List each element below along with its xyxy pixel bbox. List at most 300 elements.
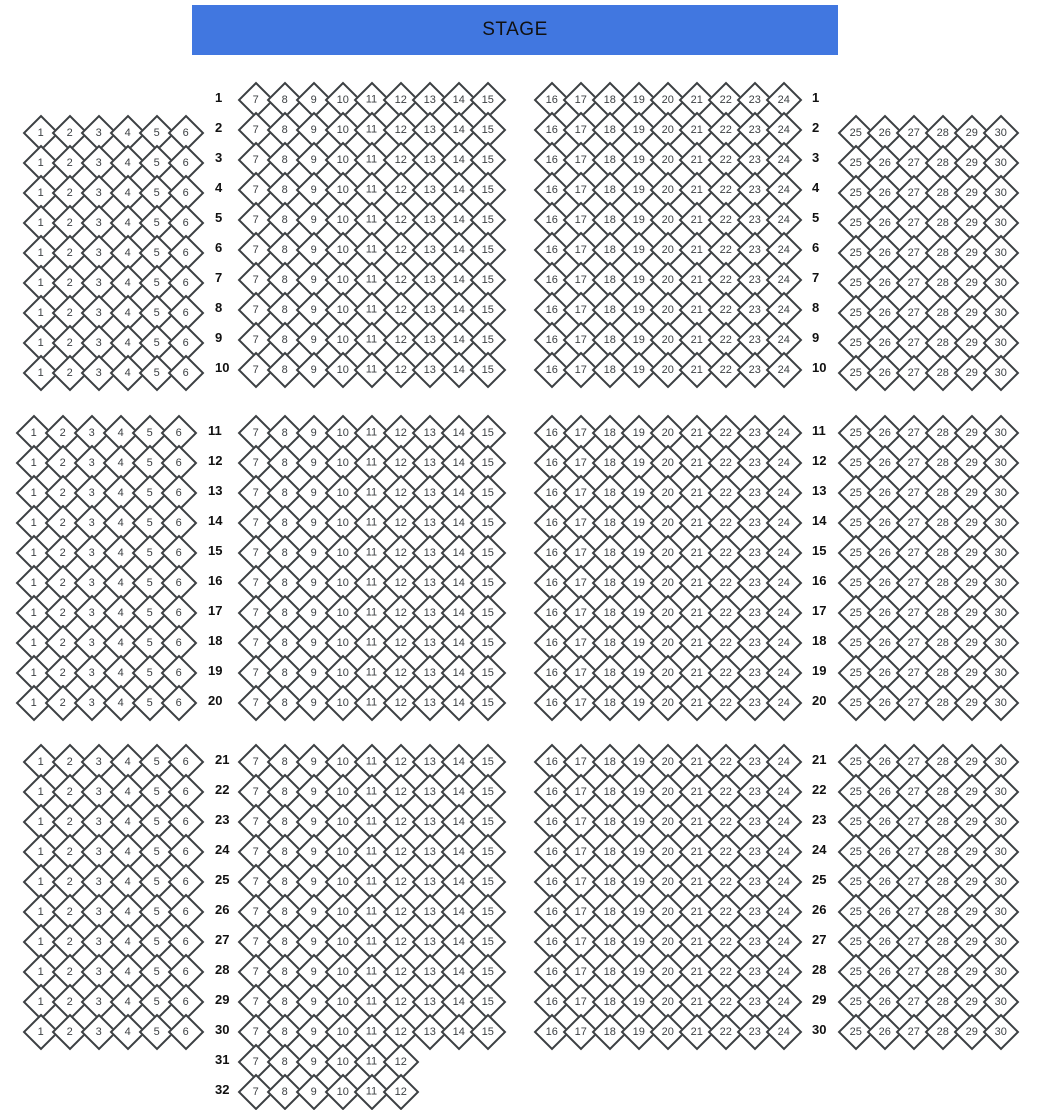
seat-number: 9 — [310, 1025, 318, 1038]
seat-number: 30 — [994, 126, 1008, 139]
seat-number: 25 — [849, 276, 863, 289]
seat-number: 3 — [88, 576, 96, 589]
seat-number: 30 — [994, 336, 1008, 349]
seat-number: 15 — [481, 213, 495, 226]
seat-number: 15 — [481, 333, 495, 346]
seat-number: 29 — [965, 606, 979, 619]
seat-number: 22 — [719, 815, 733, 828]
seat-number: 16 — [545, 696, 559, 709]
seat-number: 9 — [310, 636, 318, 649]
seat-number: 9 — [310, 303, 318, 316]
seat-number: 16 — [545, 363, 559, 376]
seat-number: 24 — [777, 456, 791, 469]
seat-number: 16 — [545, 486, 559, 499]
seat[interactable] — [766, 685, 803, 722]
seat-number: 21 — [690, 785, 704, 798]
seat-number: 10 — [336, 153, 350, 166]
seat-number: 30 — [994, 965, 1008, 978]
seat-number: 21 — [690, 273, 704, 286]
seat-number: 1 — [37, 186, 45, 199]
seat-number: 22 — [719, 516, 733, 529]
seat-number: 14 — [452, 363, 466, 376]
seat-number: 25 — [849, 246, 863, 259]
seat-number: 30 — [994, 426, 1008, 439]
seat[interactable] — [168, 1014, 205, 1051]
seat-number: 4 — [117, 516, 125, 529]
seat-number: 7 — [252, 516, 260, 529]
seat-number: 5 — [153, 306, 161, 319]
seat-number: 13 — [423, 785, 437, 798]
seat-number: 26 — [878, 336, 892, 349]
seat-number: 29 — [965, 276, 979, 289]
seat-number: 27 — [907, 516, 921, 529]
seat-number: 4 — [124, 186, 132, 199]
seat-number: 24 — [777, 965, 791, 978]
seat-number: 26 — [878, 995, 892, 1008]
seat-number: 14 — [452, 965, 466, 978]
seat-number: 20 — [661, 303, 675, 316]
seat-number: 2 — [59, 606, 67, 619]
seat-number: 14 — [452, 905, 466, 918]
seat-number: 17 — [574, 905, 588, 918]
seat[interactable] — [983, 685, 1020, 722]
seat-number: 18 — [603, 995, 617, 1008]
seat-number: 21 — [690, 213, 704, 226]
seat-number: 24 — [777, 606, 791, 619]
seat-number: 4 — [124, 785, 132, 798]
seat-number: 11 — [366, 516, 378, 529]
row-label: 21 — [215, 752, 230, 767]
seat-number: 6 — [175, 426, 183, 439]
seat-number: 19 — [632, 666, 646, 679]
seat-number: 8 — [281, 935, 289, 948]
seat-number: 26 — [878, 666, 892, 679]
seat-number: 30 — [994, 216, 1008, 229]
seat-number: 18 — [603, 606, 617, 619]
row-label: 22 — [812, 782, 827, 797]
seat-number: 17 — [574, 486, 588, 499]
seat-number: 5 — [146, 486, 154, 499]
row-label: 23 — [812, 812, 827, 827]
seat-number: 18 — [603, 516, 617, 529]
seat-number: 25 — [849, 935, 863, 948]
seat-number: 23 — [748, 456, 762, 469]
seat-number: 17 — [574, 546, 588, 559]
seat-number: 15 — [481, 243, 495, 256]
seat-number: 25 — [849, 875, 863, 888]
row-label: 26 — [215, 902, 230, 917]
seat-number: 11 — [366, 153, 378, 166]
seat-number: 5 — [153, 815, 161, 828]
seat-number: 30 — [994, 516, 1008, 529]
seat-number: 29 — [965, 696, 979, 709]
seat-number: 27 — [907, 306, 921, 319]
seat-number: 26 — [878, 785, 892, 798]
seat-number: 29 — [965, 216, 979, 229]
seat-number: 25 — [849, 366, 863, 379]
seat-number: 21 — [690, 486, 704, 499]
seat-number: 15 — [481, 153, 495, 166]
seat-number: 4 — [124, 216, 132, 229]
seat[interactable] — [766, 352, 803, 389]
seat-number: 28 — [936, 546, 950, 559]
seat-number: 9 — [310, 363, 318, 376]
seat-number: 13 — [423, 845, 437, 858]
seat-number: 11 — [366, 213, 378, 226]
seat-number: 9 — [310, 755, 318, 768]
seat-number: 24 — [777, 153, 791, 166]
seat-number: 16 — [545, 153, 559, 166]
seat-number: 24 — [777, 755, 791, 768]
seat-number: 27 — [907, 965, 921, 978]
seat-number: 12 — [394, 456, 408, 469]
seat-number: 7 — [252, 93, 260, 106]
seat-number: 4 — [124, 845, 132, 858]
seat-number: 23 — [748, 153, 762, 166]
seat-number: 15 — [481, 486, 495, 499]
seat-number: 26 — [878, 126, 892, 139]
seat-number: 16 — [545, 516, 559, 529]
seat-number: 12 — [394, 363, 408, 376]
seat-number: 21 — [690, 426, 704, 439]
seat-number: 5 — [146, 696, 154, 709]
seat-number: 1 — [37, 875, 45, 888]
seat-number: 9 — [310, 905, 318, 918]
seat-number: 8 — [281, 273, 289, 286]
seat-number: 22 — [719, 486, 733, 499]
seat-number: 27 — [907, 486, 921, 499]
seat-number: 12 — [394, 1025, 408, 1038]
seat-number: 24 — [777, 426, 791, 439]
seat-number: 15 — [481, 576, 495, 589]
seat-number: 22 — [719, 785, 733, 798]
seat-number: 24 — [777, 815, 791, 828]
seat-number: 1 — [37, 845, 45, 858]
seat-number: 9 — [310, 1055, 318, 1068]
seat[interactable] — [766, 1014, 803, 1051]
seat-number: 2 — [66, 935, 74, 948]
seat-number: 3 — [88, 546, 96, 559]
seat-number: 18 — [603, 875, 617, 888]
seat-number: 7 — [252, 1085, 260, 1098]
seat-number: 9 — [310, 333, 318, 346]
seat-number: 10 — [336, 785, 350, 798]
seat-number: 1 — [37, 815, 45, 828]
seat-number: 6 — [175, 516, 183, 529]
seat-number: 22 — [719, 183, 733, 196]
seat-number: 3 — [95, 845, 103, 858]
seat-number: 15 — [481, 696, 495, 709]
seat-number: 14 — [452, 93, 466, 106]
seat[interactable] — [383, 1074, 420, 1110]
seat-number: 17 — [574, 696, 588, 709]
seat-number: 19 — [632, 456, 646, 469]
row-label: 17 — [812, 603, 827, 618]
seat-number: 20 — [661, 905, 675, 918]
seat-number: 20 — [661, 333, 675, 346]
seat-number: 5 — [146, 666, 154, 679]
seat-number: 11 — [366, 303, 378, 316]
seat-number: 2 — [66, 845, 74, 858]
seat-number: 19 — [632, 363, 646, 376]
seat-number: 20 — [661, 243, 675, 256]
seat-number: 17 — [574, 606, 588, 619]
row-label: 3 — [812, 150, 820, 165]
seat-number: 16 — [545, 183, 559, 196]
seat-number: 4 — [124, 126, 132, 139]
seat-number: 25 — [849, 666, 863, 679]
seat-number: 16 — [545, 845, 559, 858]
seat-number: 20 — [661, 93, 675, 106]
seat-number: 8 — [281, 93, 289, 106]
seat-number: 12 — [394, 183, 408, 196]
seat-number: 13 — [423, 1025, 437, 1038]
seat-number: 15 — [481, 785, 495, 798]
seat-number: 30 — [994, 606, 1008, 619]
seat-number: 22 — [719, 93, 733, 106]
seat-number: 7 — [252, 995, 260, 1008]
seat-number: 28 — [936, 785, 950, 798]
row-label: 1 — [215, 90, 223, 105]
seat-number: 14 — [452, 636, 466, 649]
seat-number: 2 — [59, 456, 67, 469]
seat-number: 9 — [310, 516, 318, 529]
seat-number: 11 — [366, 333, 378, 346]
seat-number: 27 — [907, 216, 921, 229]
seat-number: 21 — [690, 303, 704, 316]
seat-number: 3 — [88, 456, 96, 469]
seat-number: 23 — [748, 486, 762, 499]
seat-number: 7 — [252, 273, 260, 286]
seat-number: 12 — [394, 213, 408, 226]
seat-number: 2 — [66, 755, 74, 768]
seat-number: 11 — [366, 363, 378, 376]
seat-number: 7 — [252, 755, 260, 768]
seat-number: 23 — [748, 516, 762, 529]
seat-number: 6 — [182, 246, 190, 259]
seat-number: 19 — [632, 153, 646, 166]
row-label: 12 — [812, 453, 827, 468]
seat[interactable] — [168, 355, 205, 392]
seat-number: 22 — [719, 606, 733, 619]
row-label: 10 — [812, 360, 827, 375]
seat-number: 10 — [336, 636, 350, 649]
seat-number: 30 — [994, 785, 1008, 798]
seat-number: 13 — [423, 183, 437, 196]
seat-number: 15 — [481, 995, 495, 1008]
seat-number: 28 — [936, 666, 950, 679]
seat-number: 12 — [394, 875, 408, 888]
seat-number: 21 — [690, 1025, 704, 1038]
seat-number: 17 — [574, 965, 588, 978]
seat-number: 17 — [574, 363, 588, 376]
seat-number: 23 — [748, 875, 762, 888]
row-label: 5 — [215, 210, 223, 225]
seat-number: 1 — [30, 666, 38, 679]
seat-number: 12 — [394, 333, 408, 346]
seat-number: 7 — [252, 303, 260, 316]
seat-number: 30 — [994, 366, 1008, 379]
seat[interactable] — [470, 685, 507, 722]
seat-number: 3 — [95, 785, 103, 798]
row-label: 19 — [208, 663, 223, 678]
seat[interactable] — [470, 352, 507, 389]
row-label: 18 — [208, 633, 223, 648]
seat-number: 24 — [777, 486, 791, 499]
seat-number: 19 — [632, 696, 646, 709]
seat-number: 28 — [936, 696, 950, 709]
row-label: 16 — [208, 573, 223, 588]
seat-number: 23 — [748, 303, 762, 316]
seat-number: 25 — [849, 336, 863, 349]
seat-number: 20 — [661, 845, 675, 858]
seat-number: 12 — [394, 93, 408, 106]
seat-number: 27 — [907, 905, 921, 918]
seat-number: 9 — [310, 1085, 318, 1098]
seat-number: 9 — [310, 546, 318, 559]
seat-number: 16 — [545, 755, 559, 768]
seat[interactable] — [161, 685, 198, 722]
seat-number: 21 — [690, 935, 704, 948]
seat-number: 20 — [661, 486, 675, 499]
seat-number: 18 — [603, 426, 617, 439]
seat-number: 12 — [394, 486, 408, 499]
row-label: 10 — [215, 360, 230, 375]
seat-number: 27 — [907, 815, 921, 828]
seat-number: 13 — [423, 576, 437, 589]
seat-number: 2 — [66, 815, 74, 828]
seat-number: 14 — [452, 755, 466, 768]
seat-number: 17 — [574, 875, 588, 888]
seat-number: 10 — [336, 303, 350, 316]
seat-number: 23 — [748, 696, 762, 709]
seat-number: 8 — [281, 875, 289, 888]
seat[interactable] — [983, 355, 1020, 392]
seat-number: 4 — [117, 486, 125, 499]
seat-number: 24 — [777, 935, 791, 948]
seat-number: 13 — [423, 995, 437, 1008]
seat-number: 6 — [182, 905, 190, 918]
seat-number: 6 — [182, 965, 190, 978]
seat-number: 5 — [153, 336, 161, 349]
seat-number: 28 — [936, 456, 950, 469]
seat[interactable] — [470, 1014, 507, 1051]
seat-number: 1 — [30, 696, 38, 709]
seat-number: 13 — [423, 935, 437, 948]
seat-number: 29 — [965, 815, 979, 828]
seat-number: 9 — [310, 243, 318, 256]
seat-number: 9 — [310, 123, 318, 136]
seat-number: 24 — [777, 303, 791, 316]
seat-number: 23 — [748, 546, 762, 559]
seat-number: 18 — [603, 363, 617, 376]
seat-number: 29 — [965, 336, 979, 349]
seat-number: 11 — [366, 905, 378, 918]
seat-number: 23 — [748, 576, 762, 589]
seat-number: 26 — [878, 456, 892, 469]
seat-number: 21 — [690, 123, 704, 136]
seat-number: 15 — [481, 875, 495, 888]
seat-number: 23 — [748, 666, 762, 679]
seat-number: 25 — [849, 696, 863, 709]
seat-number: 8 — [281, 636, 289, 649]
seat-number: 20 — [661, 153, 675, 166]
seat-number: 20 — [661, 1025, 675, 1038]
seat-number: 4 — [124, 905, 132, 918]
seat-number: 11 — [366, 755, 378, 768]
seat-number: 18 — [603, 546, 617, 559]
seat-number: 23 — [748, 123, 762, 136]
seat-number: 13 — [423, 333, 437, 346]
seat-number: 10 — [336, 755, 350, 768]
seat-number: 19 — [632, 333, 646, 346]
seat-number: 12 — [394, 243, 408, 256]
seat-number: 22 — [719, 363, 733, 376]
row-label: 28 — [812, 962, 827, 977]
seat-number: 23 — [748, 995, 762, 1008]
seat-number: 16 — [545, 815, 559, 828]
seat-number: 1 — [30, 576, 38, 589]
seat-number: 17 — [574, 456, 588, 469]
seat-number: 25 — [849, 905, 863, 918]
seat-number: 26 — [878, 845, 892, 858]
seat-number: 6 — [182, 875, 190, 888]
seat-number: 11 — [366, 815, 378, 828]
seat[interactable] — [983, 1014, 1020, 1051]
seat-number: 7 — [252, 456, 260, 469]
seat-number: 8 — [281, 785, 289, 798]
seat-number: 20 — [661, 755, 675, 768]
seat-number: 16 — [545, 606, 559, 619]
seat-number: 10 — [336, 935, 350, 948]
seat-number: 15 — [481, 845, 495, 858]
row-label: 25 — [812, 872, 827, 887]
seat-number: 29 — [965, 845, 979, 858]
seat-number: 15 — [481, 965, 495, 978]
seat-number: 6 — [182, 815, 190, 828]
seat-number: 19 — [632, 606, 646, 619]
seat-number: 27 — [907, 636, 921, 649]
seat-number: 24 — [777, 636, 791, 649]
row-label: 8 — [215, 300, 223, 315]
seat-number: 25 — [849, 486, 863, 499]
seat-number: 30 — [994, 666, 1008, 679]
seat-number: 19 — [632, 636, 646, 649]
seat-number: 21 — [690, 995, 704, 1008]
seat-number: 16 — [545, 303, 559, 316]
seat-number: 17 — [574, 815, 588, 828]
seat-number: 8 — [281, 755, 289, 768]
seat-number: 15 — [481, 1025, 495, 1038]
seat-number: 25 — [849, 186, 863, 199]
seat-number: 12 — [394, 153, 408, 166]
seat-number: 18 — [603, 93, 617, 106]
seat-number: 29 — [965, 366, 979, 379]
seat-number: 24 — [777, 785, 791, 798]
seat-number: 11 — [366, 1025, 378, 1038]
seat-number: 17 — [574, 183, 588, 196]
seat-number: 28 — [936, 576, 950, 589]
row-label: 30 — [812, 1022, 827, 1037]
seat-number: 14 — [452, 606, 466, 619]
seat-number: 3 — [88, 516, 96, 529]
seat-number: 10 — [336, 875, 350, 888]
seat-number: 21 — [690, 183, 704, 196]
seat-number: 11 — [366, 546, 378, 559]
seat-number: 6 — [175, 666, 183, 679]
seat-number: 22 — [719, 755, 733, 768]
seat-number: 16 — [545, 243, 559, 256]
